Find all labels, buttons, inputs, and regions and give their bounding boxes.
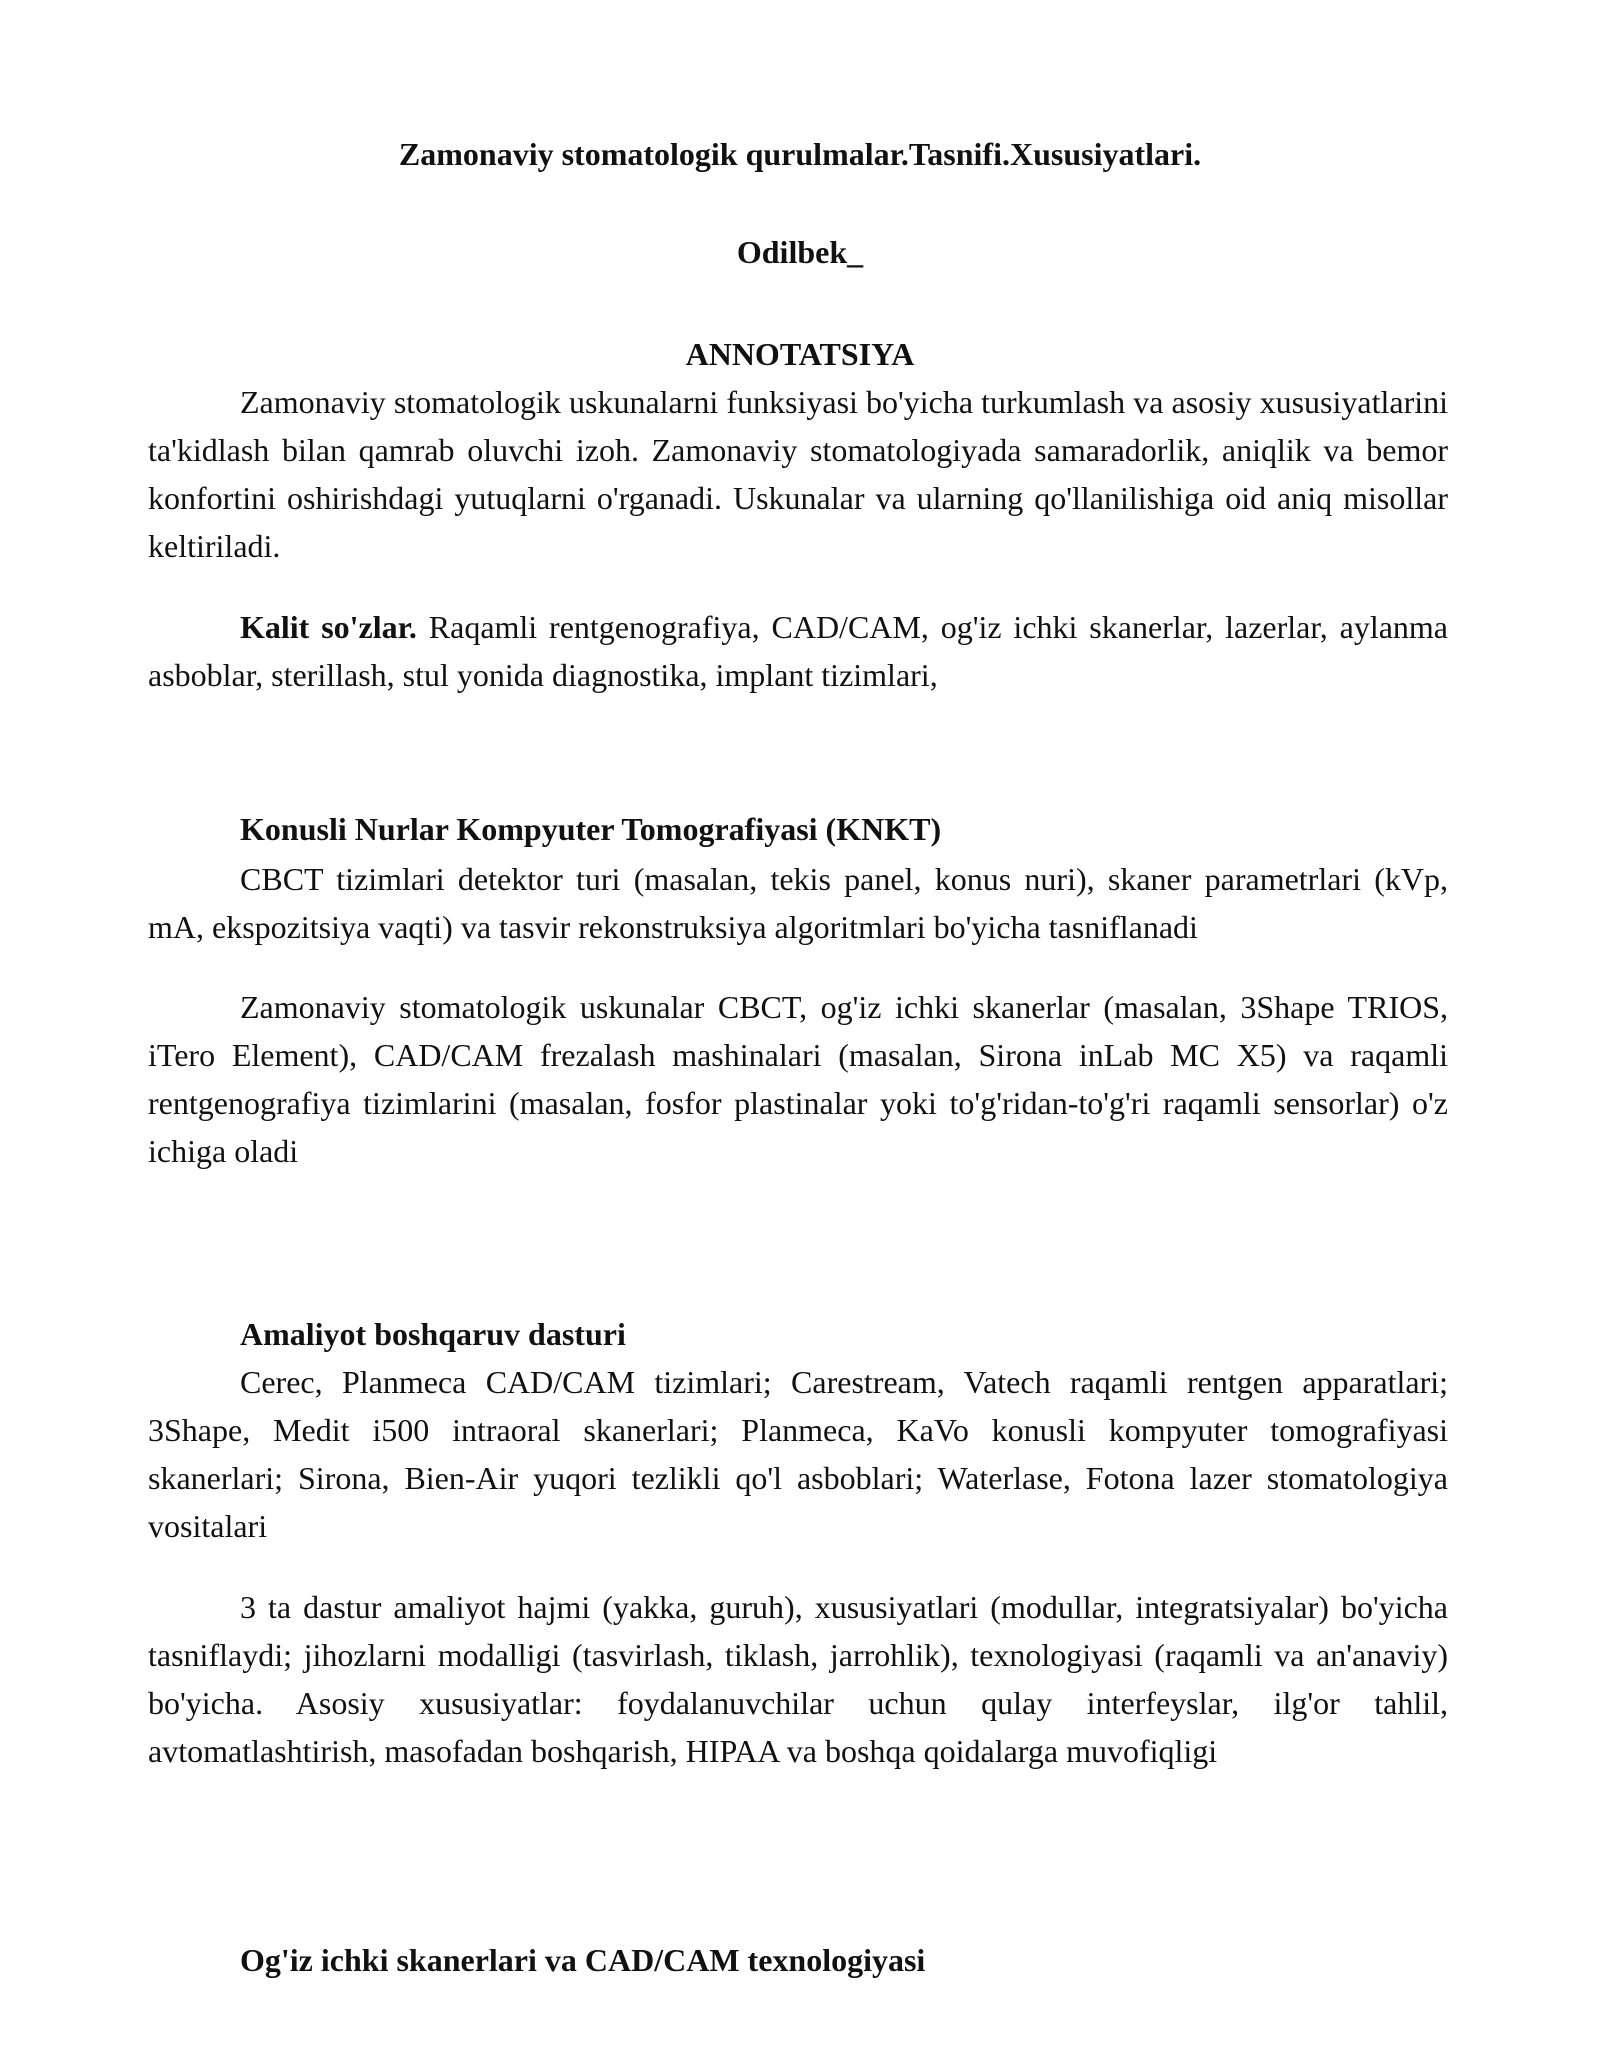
section-paragraph: Cerec, Planmeca CAD/CAM tizimlari; Carestream, Vatech raqamli rentgen apparatlari; 3Shape, Medit i500 intraoral skanerlari; Planmeca, KaVo konusli kompyuter tomografiyasi skanerlari; Sirona, Bien-Air yuqori tezlikli qo'l asboblari; Waterlase, Fotona lazer stomatologiya vositalari (148, 1364, 1448, 1544)
keywords-text: Raqamli rentgenografiya, CAD/CAM, og'iz ichki skanerlar, lazerlar, aylanma asboblar, sterillash, stul yonida diagnostika, implant tizimlari, (148, 609, 1449, 693)
section-heading-scanners: Og'iz ichki skanerlari va CAD/CAM texnologiyasi (240, 1942, 926, 1978)
section-heading-amaliyot: Amaliyot boshqaruv dasturi (240, 1316, 626, 1352)
section-paragraph: Zamonaviy stomatologik uskunalar CBCT, og'iz ichki skanerlar (masalan, 3Shape TRIOS, iTero Element), CAD/CAM frezalash mashinalari (masalan, Sirona inLab MC X5) va raqamli rentgenografiya tizimlarini (masalan, fosfor plastinalar yoki to'g'ridan-to'g'ri raqamli sensorlar) o'z ichiga oladi (148, 989, 1448, 1169)
annotation-paragraph: Zamonaviy stomatologik uskunalarni funksiyasi bo'yicha turkumlash va asosiy xususiyatlarini ta'kidlash bilan qamrab oluvchi izoh. Zamonaviy stomatologiyada samaradorlik, aniqlik va bemor konfortini oshirishdagi yutuqlarni o'rganadi. Uskunalar va ularning qo'llanilishiga oid aniq misollar keltiriladi. (148, 384, 1448, 564)
section-paragraph: 3 ta dastur amaliyot hajmi (yakka, guruh), xususiyatlari (modullar, integratsiyalar) bo'yicha tasniflaydi; jihozlarni modalligi (tasvirlash, tiklash, jarrohlik), texnologiyasi (raqamli va an'anaviy) bo'yicha. Asosiy xususiyatlar: foydalanuvchilar uchun qulay interfeyslar, ilg'or tahlil, avtomatlashtirish, masofadan boshqarish, HIPAA va boshqa qoidalarga muvofiqligi (148, 1589, 1448, 1769)
document-title: Zamonaviy stomatologik qurulmalar.Tasnifi.Xususiyatlari. (398, 136, 1202, 172)
author-name: Odilbek_ (736, 234, 864, 270)
keywords-paragraph (148, 603, 1448, 699)
section-paragraph: CBCT tizimlari detektor turi (masalan, tekis panel, konus nuri), skaner parametrlari (kVp, mA, ekspozitsiya vaqti) va tasvir rekonstruksiya algoritmlari bo'yicha tasniflanadi (148, 861, 1448, 945)
section-heading-knkt: Konusli Nurlar Kompyuter Tomografiyasi (KNKT) (240, 811, 942, 847)
keywords-label: Kalit so'zlar. (240, 609, 417, 645)
annotation-heading: ANNOTATSIYA (685, 336, 915, 372)
